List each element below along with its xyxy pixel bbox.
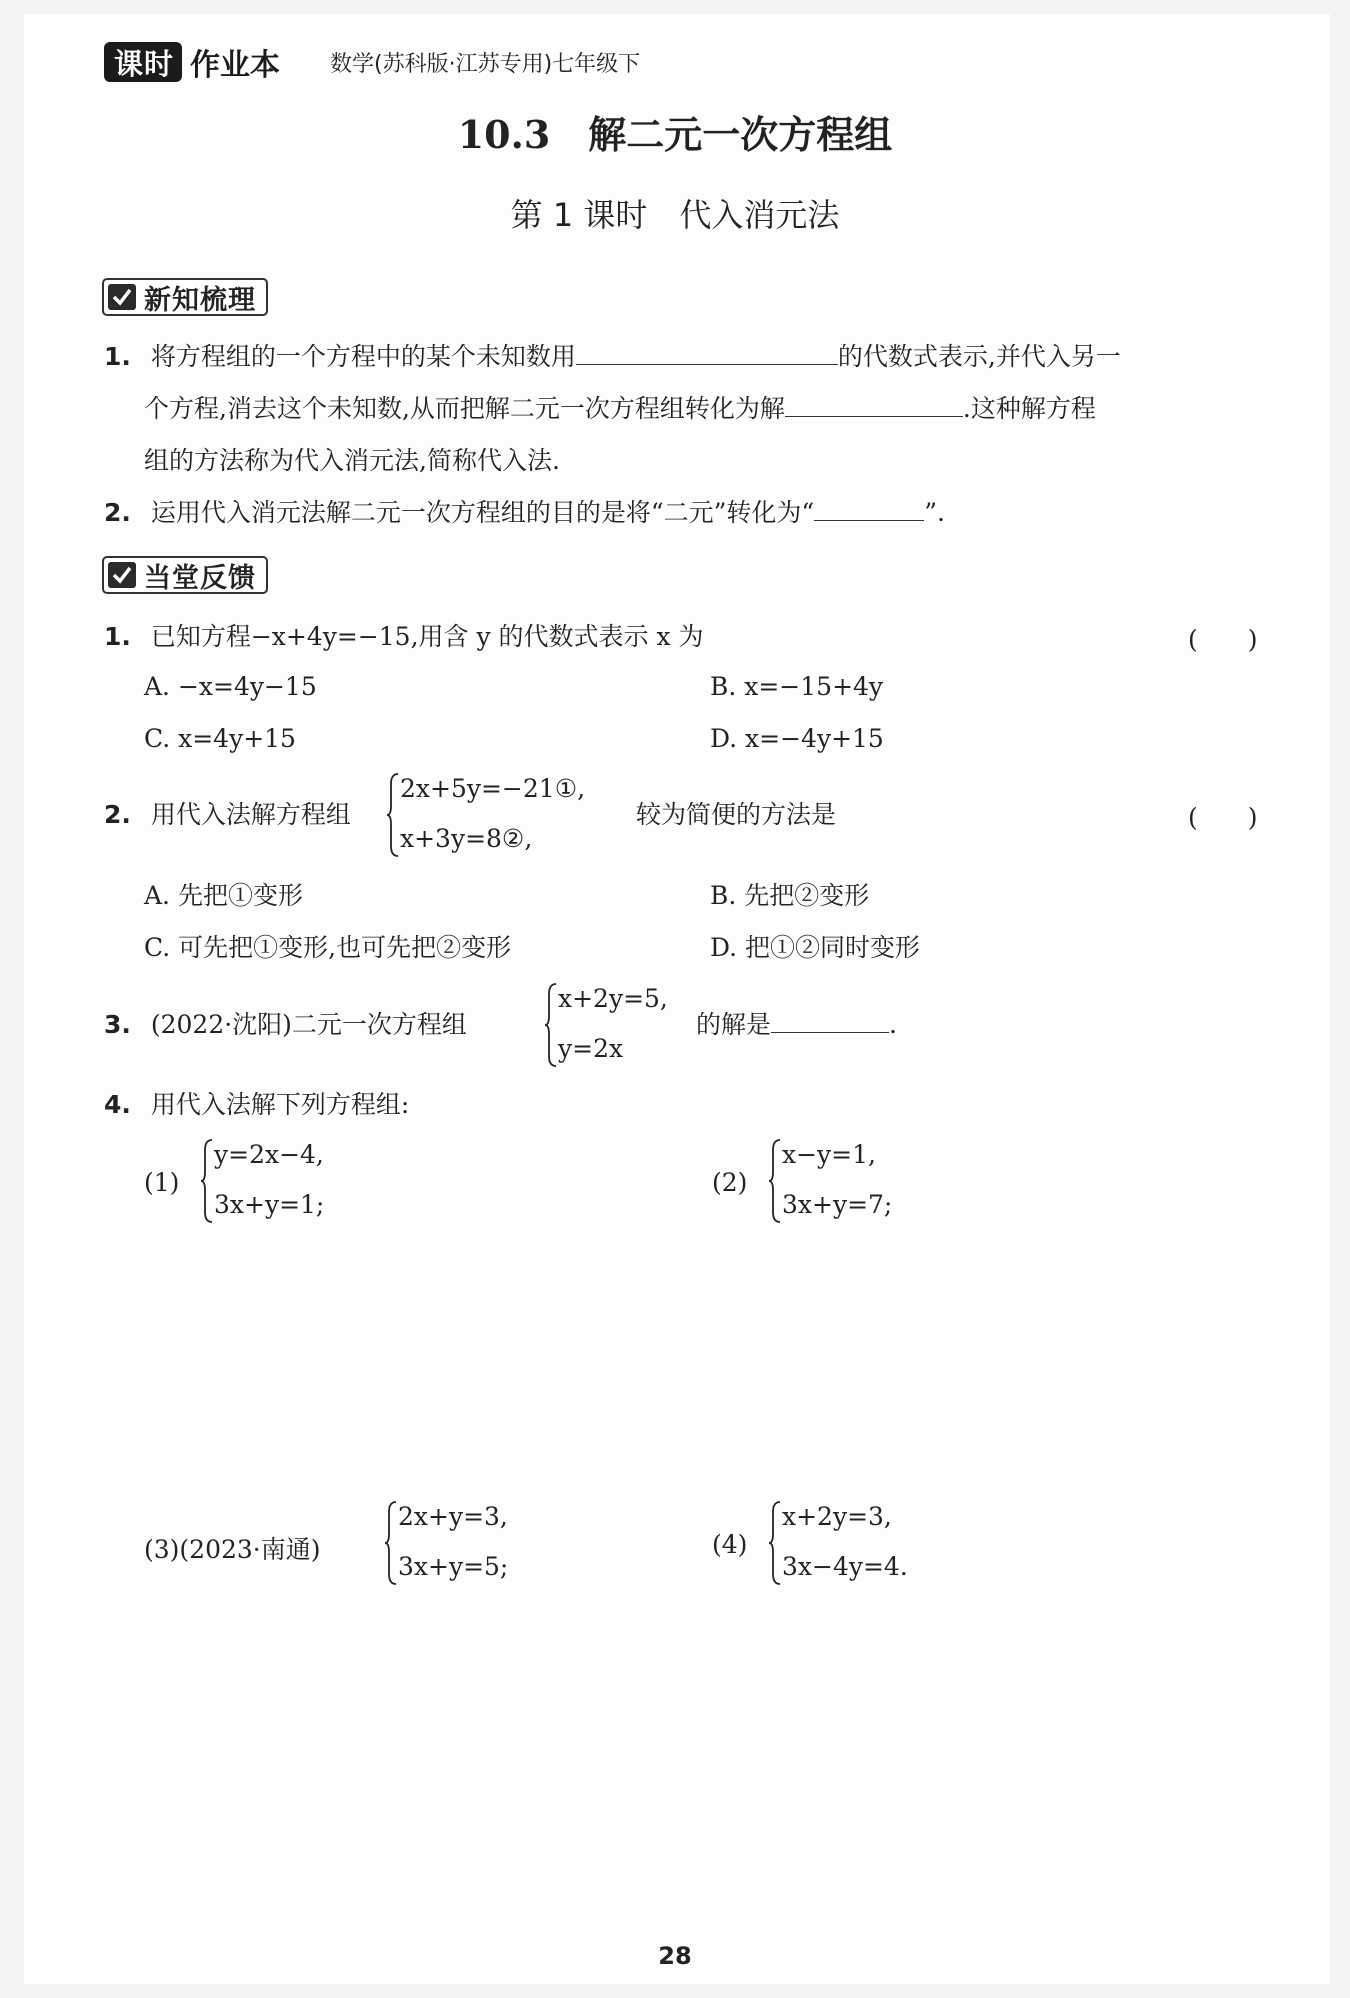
- brand-name: 作业本: [190, 48, 281, 83]
- subquestion-label: (4): [712, 1530, 748, 1559]
- answer-blank[interactable]: [576, 340, 838, 365]
- equation-1: x+2y=3,: [782, 1502, 892, 1531]
- page-number: 28: [658, 1942, 692, 1970]
- option-a[interactable]: A. 先把①变形: [144, 881, 303, 910]
- question-number: 3.: [104, 1010, 131, 1039]
- section-badge-new-knowledge: [102, 278, 268, 316]
- subquestion-label: (3)(2023·南通): [144, 1535, 321, 1564]
- equation-2: 3x+y=1;: [214, 1190, 325, 1219]
- left-brace-icon: [544, 980, 558, 1070]
- equation-system: [768, 1136, 948, 1226]
- item-text: 运用代入消元法解二元一次方程组的目的是将“二元”转化为“: [150, 498, 815, 527]
- question-number: 1.: [104, 622, 131, 651]
- option-a[interactable]: A. −x=4y−15: [144, 672, 317, 701]
- section-label: 新知梳理: [144, 284, 256, 316]
- question-3-stem: [104, 1008, 467, 1042]
- item-text: .这种解方程: [962, 394, 1096, 423]
- equation-2: 3x+y=7;: [782, 1190, 893, 1219]
- left-brace-icon: [384, 1498, 398, 1588]
- option-d[interactable]: D. x=−4y+15: [710, 724, 884, 753]
- item-text: 个方程,消去这个未知数,从而把解二元一次方程组转化为解: [144, 394, 785, 423]
- item-text: 的代数式表示,并代入另一: [837, 342, 1121, 371]
- left-brace-icon: [200, 1136, 214, 1226]
- knowledge-item-1-line-3: 组的方法称为代入消元法,简称代入法.: [144, 446, 560, 475]
- subquestion-label: (2): [712, 1168, 748, 1197]
- question-text: 已知方程−x+4y=−15,用含 y 的代数式表示 x 为: [150, 622, 704, 651]
- item-text: 将方程组的一个方程中的某个未知数用: [150, 342, 576, 371]
- question-number: 4.: [104, 1090, 131, 1119]
- knowledge-item-2: [104, 496, 945, 530]
- checkmark-icon: [108, 284, 136, 310]
- equation-system: [384, 1498, 564, 1588]
- subject-caption: 数学(苏科版·江苏专用)七年级下: [330, 52, 641, 77]
- equation-system: [768, 1498, 948, 1588]
- answer-parentheses[interactable]: ( ): [1188, 803, 1258, 832]
- subquestion-label: (1): [144, 1168, 180, 1197]
- equation-system: [200, 1136, 380, 1226]
- left-brace-icon: [768, 1498, 782, 1588]
- brand: [104, 40, 280, 84]
- question-text: 用代入法解方程组: [150, 800, 351, 829]
- equation-1: y=2x−4,: [214, 1140, 324, 1169]
- question-text: 用代入法解下列方程组:: [150, 1090, 410, 1119]
- section-label: 当堂反馈: [144, 562, 256, 594]
- item-number: 2.: [104, 498, 131, 527]
- equation-system: [386, 770, 636, 860]
- knowledge-item-1-line-2: [144, 392, 1096, 426]
- option-b[interactable]: B. x=−15+4y: [710, 672, 884, 701]
- question-2-stem: [104, 798, 351, 832]
- option-c[interactable]: C. x=4y+15: [144, 724, 296, 753]
- equation-system: [544, 980, 694, 1070]
- question-3-tail: [696, 1008, 897, 1042]
- question-text: 较为简便的方法是: [636, 800, 837, 829]
- question-text: 的解是: [696, 1010, 772, 1039]
- question-1-stem: [104, 620, 704, 654]
- equation-1: 2x+5y=−21①,: [400, 774, 586, 803]
- checkmark-icon: [108, 562, 136, 588]
- answer-parentheses[interactable]: ( ): [1188, 625, 1258, 654]
- option-d[interactable]: D. 把①②同时变形: [710, 933, 921, 962]
- equation-2: 3x−4y=4.: [782, 1552, 908, 1581]
- question-text: .: [889, 1010, 897, 1039]
- equation-2: 3x+y=5;: [398, 1552, 509, 1581]
- question-text: (2022·沈阳)二元一次方程组: [150, 1010, 467, 1039]
- option-c[interactable]: C. 可先把①变形,也可先把②变形: [144, 933, 512, 962]
- left-brace-icon: [386, 770, 400, 860]
- equation-2: y=2x: [558, 1034, 624, 1063]
- equation-1: x+2y=5,: [558, 984, 668, 1013]
- brand-logo: 课时: [104, 42, 182, 82]
- knowledge-item-1-line-1: [104, 340, 1121, 374]
- equation-1: x−y=1,: [782, 1140, 876, 1169]
- item-number: 1.: [104, 342, 131, 371]
- section-title: 10.3 解二元一次方程组: [457, 112, 893, 157]
- item-text: ”.: [924, 498, 945, 527]
- section-badge-class-feedback: [102, 556, 268, 594]
- left-brace-icon: [768, 1136, 782, 1226]
- option-b[interactable]: B. 先把②变形: [710, 881, 870, 910]
- equation-1: 2x+y=3,: [398, 1502, 508, 1531]
- lesson-title: 第 1 课时 代入消元法: [510, 196, 840, 234]
- answer-blank[interactable]: [785, 392, 963, 417]
- answer-blank[interactable]: [771, 1008, 889, 1033]
- answer-blank[interactable]: [814, 496, 924, 521]
- equation-2: x+3y=8②,: [400, 824, 533, 853]
- question-4-stem: [104, 1088, 409, 1122]
- question-number: 2.: [104, 800, 131, 829]
